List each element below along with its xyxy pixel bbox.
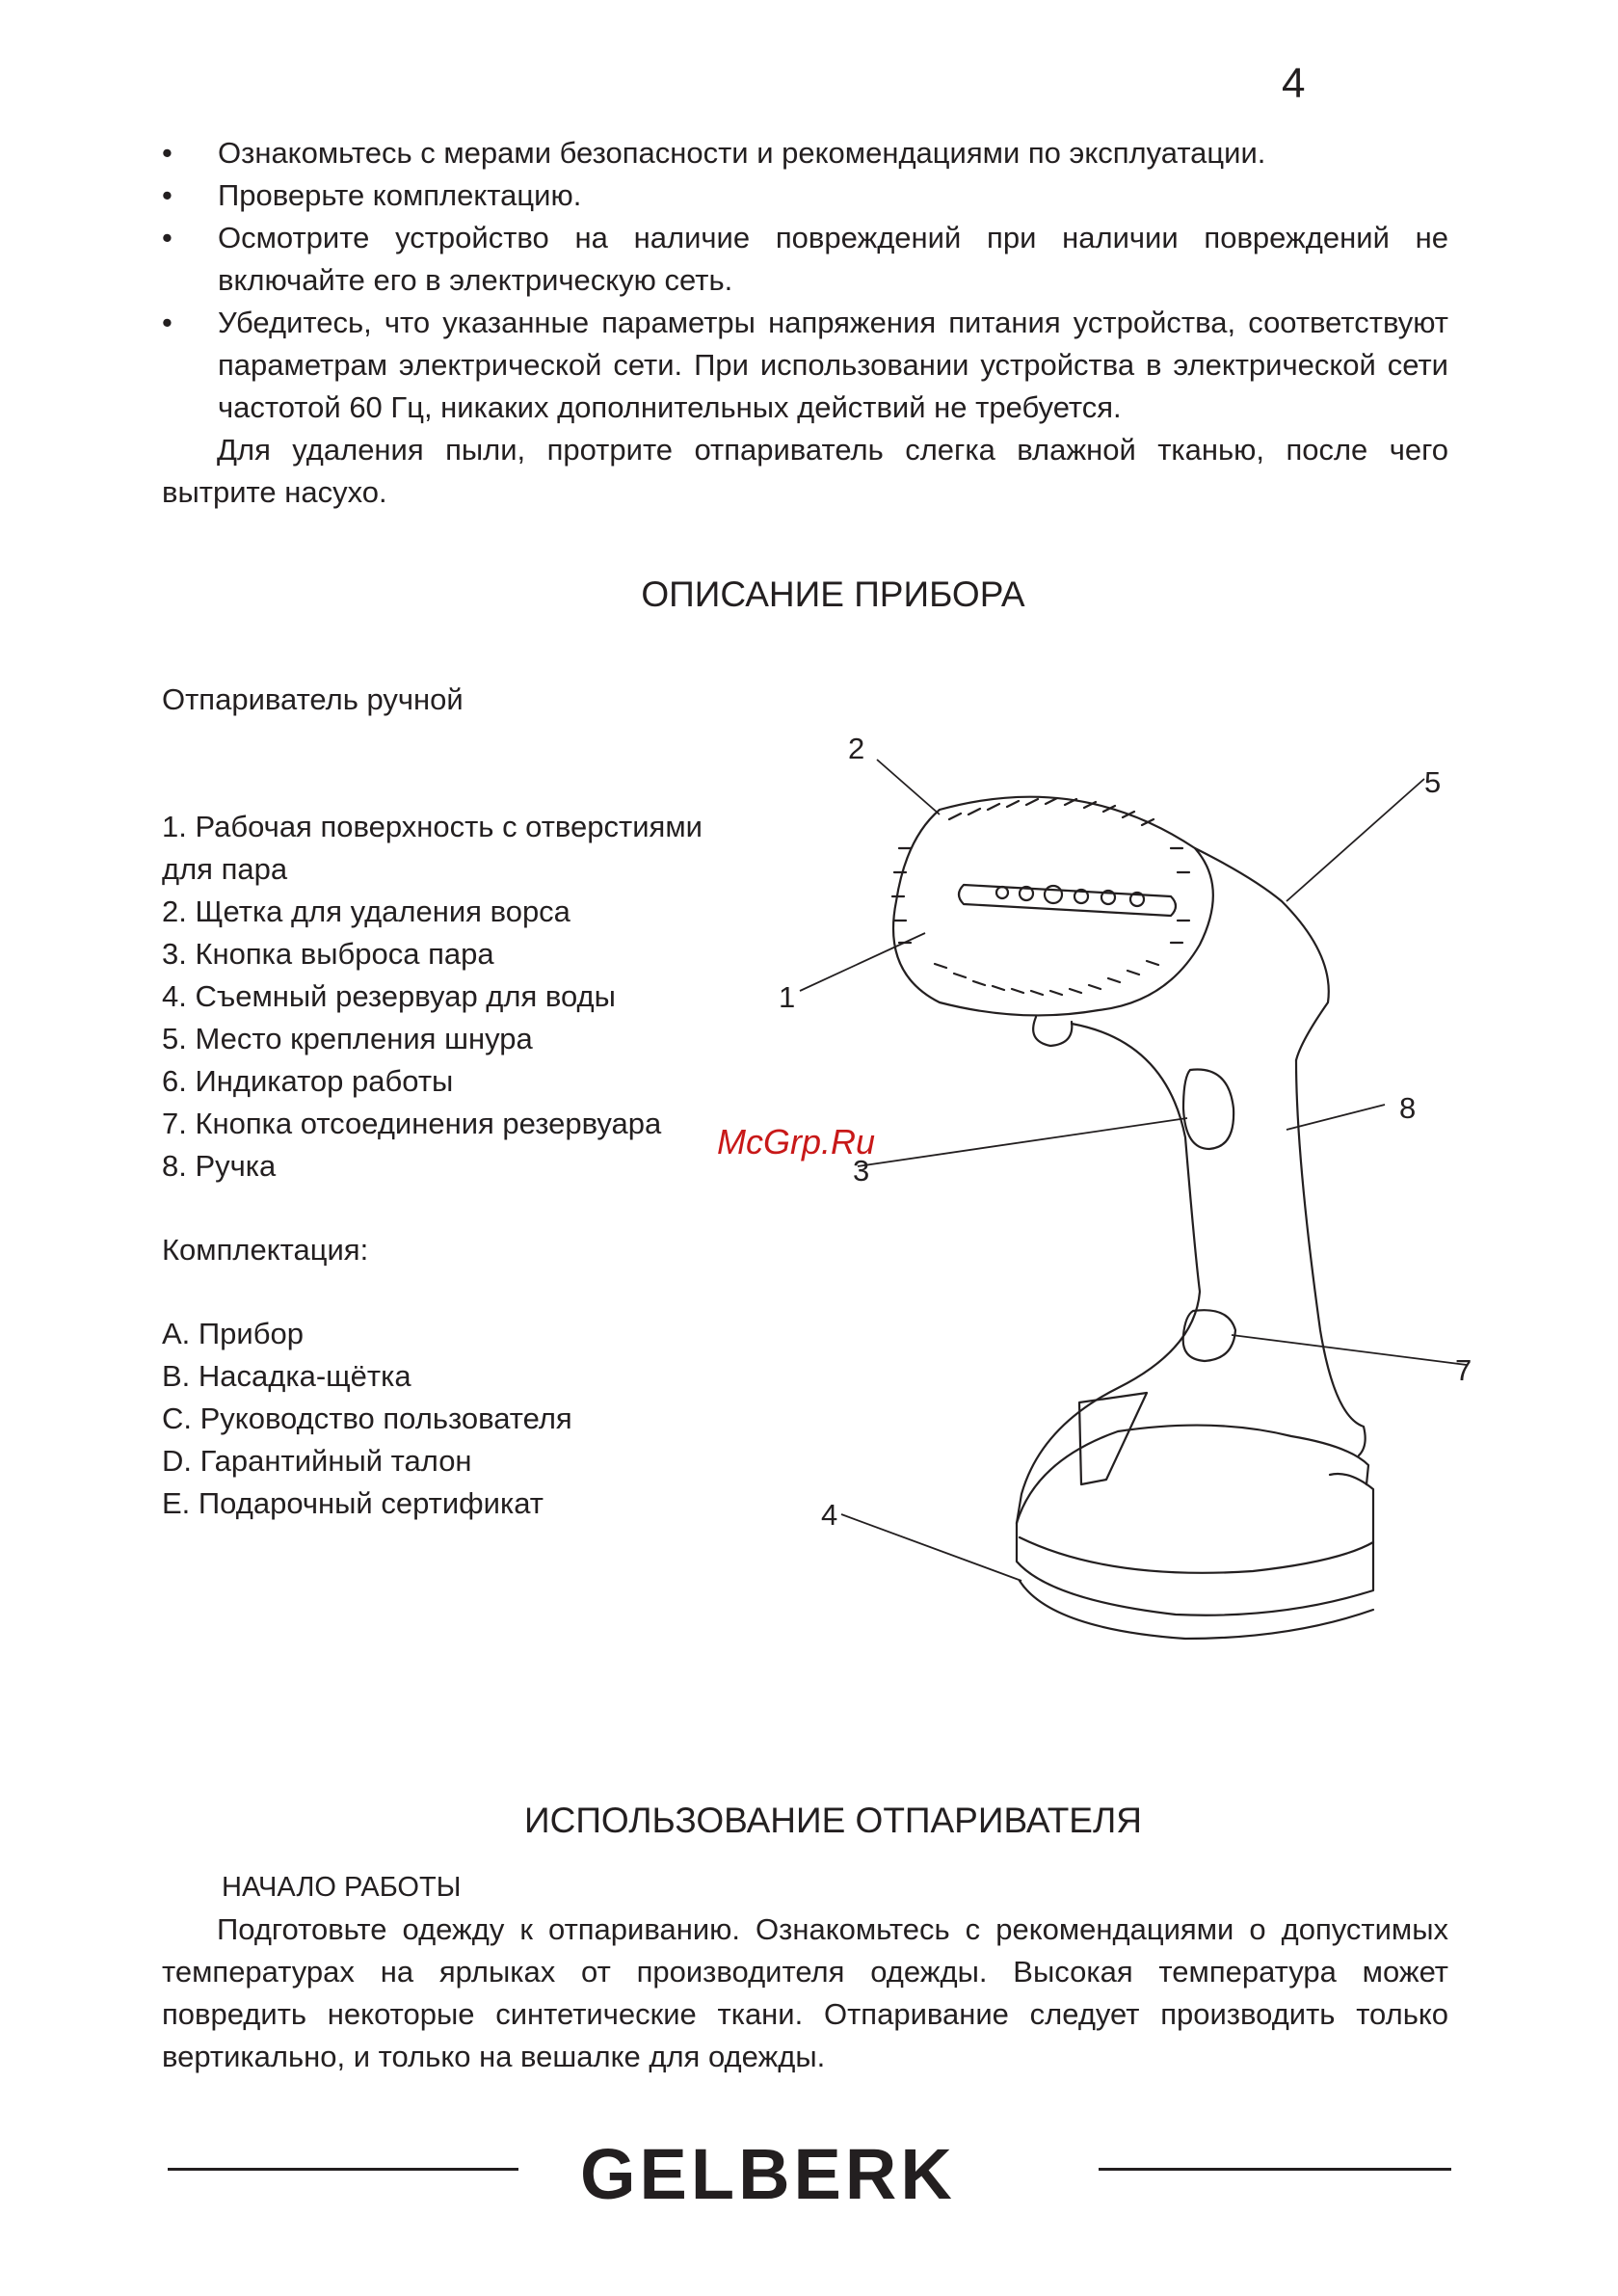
list-item: 8. Ручка	[162, 1149, 277, 1183]
footer-rule-right	[1099, 2168, 1451, 2171]
steam-button-nub	[1033, 1017, 1072, 1046]
page-number: 4	[1282, 60, 1306, 107]
reservoir-seam	[1020, 1537, 1373, 1573]
callout-5: 5	[1424, 765, 1442, 799]
dust-paragraph: Для удаления пыли, протрите отпариватель слегка влажной тканью, после чего вытрите насухо.	[162, 433, 1448, 509]
brand-logo: GELBERK	[580, 2134, 956, 2214]
callout-3: 3	[853, 1154, 870, 1188]
list-item: E. Подарочный сертификат	[162, 1486, 544, 1520]
list-item: 6. Индикатор работы	[162, 1064, 454, 1098]
steamer-head-back	[1195, 848, 1329, 1060]
callout-8: 8	[1399, 1091, 1417, 1125]
device-subtitle: Отпариватель ручной	[162, 682, 464, 716]
list-item: 5. Место крепления шнура	[162, 1022, 533, 1055]
reservoir	[1017, 1474, 1373, 1615]
list-item: 7. Кнопка отсоединения резервуара	[162, 1107, 662, 1140]
callout-1: 1	[779, 980, 796, 1014]
steam-button	[1183, 1070, 1233, 1150]
brush-bristles-bottom	[935, 961, 1158, 995]
list-item: • Осмотрите устройство на наличие повреждений при наличии повреждений не включайте его в электрическую сеть.	[162, 217, 1448, 302]
list-item: 2. Щетка для удаления ворса	[162, 894, 570, 928]
watermark: McGrp.Ru	[717, 1122, 876, 1161]
footer-rule-left	[168, 2168, 518, 2171]
list-item: A. Прибор	[162, 1317, 304, 1350]
usage-heading: ИСПОЛЬЗОВАНИЕ ОТПАРИВАТЕЛЯ	[524, 1801, 1142, 1840]
list-item: • Ознакомьтесь с мерами безопасности и рекомендациями по эксплуатации.	[162, 132, 1448, 174]
handle-back	[1296, 1060, 1366, 1455]
callout-7: 7	[1455, 1353, 1472, 1387]
callout-2: 2	[848, 732, 865, 765]
list-item: 3. Кнопка выброса пара	[162, 937, 494, 971]
brush-bristles-right	[1171, 848, 1189, 943]
release-button	[1183, 1310, 1235, 1361]
usage-subheading: НАЧАЛО РАБОТЫ	[222, 1872, 462, 1903]
base-top	[1017, 1426, 1368, 1523]
list-item: C. Руководство пользователя	[162, 1402, 572, 1435]
list-item: D. Гарантийный талон	[162, 1444, 472, 1478]
list-item: • Проверьте комплектацию.	[162, 174, 1448, 217]
steamer-head-outline	[893, 797, 1213, 1016]
usage-paragraph: Подготовьте одежду к отпариванию. Ознакомьтесь с рекомендациями о допустимых температурах на ярлыках от производителя одежды. Высокая температура может повредить некоторые синтетические ткани. Отпаривание следует производить только вертикально, и только на вешалке для одежды.	[162, 1912, 1448, 2073]
brush-bristles-left	[892, 848, 911, 943]
list-item: • Убедитесь, что указанные параметры напряжения питания устройства, соответствуют параметрам электрической сети. При использовании устройства в электрической сети частотой 60 Гц, никаких дополнительных действий не требуется.	[162, 302, 1448, 429]
callout-4: 4	[821, 1498, 838, 1532]
reservoir-bottom	[1020, 1581, 1373, 1639]
handle-front	[1017, 1024, 1200, 1523]
list-item: 4. Съемный резервуар для воды	[162, 979, 616, 1013]
package-label: Комплектация:	[162, 1233, 369, 1267]
description-heading: ОПИСАНИЕ ПРИБОРА	[641, 574, 1025, 614]
indicator-window	[1079, 1393, 1147, 1484]
list-item: B. Насадка-щётка	[162, 1359, 411, 1393]
list-item: 1. Рабочая поверхность с отверстиями для пара	[162, 810, 703, 886]
